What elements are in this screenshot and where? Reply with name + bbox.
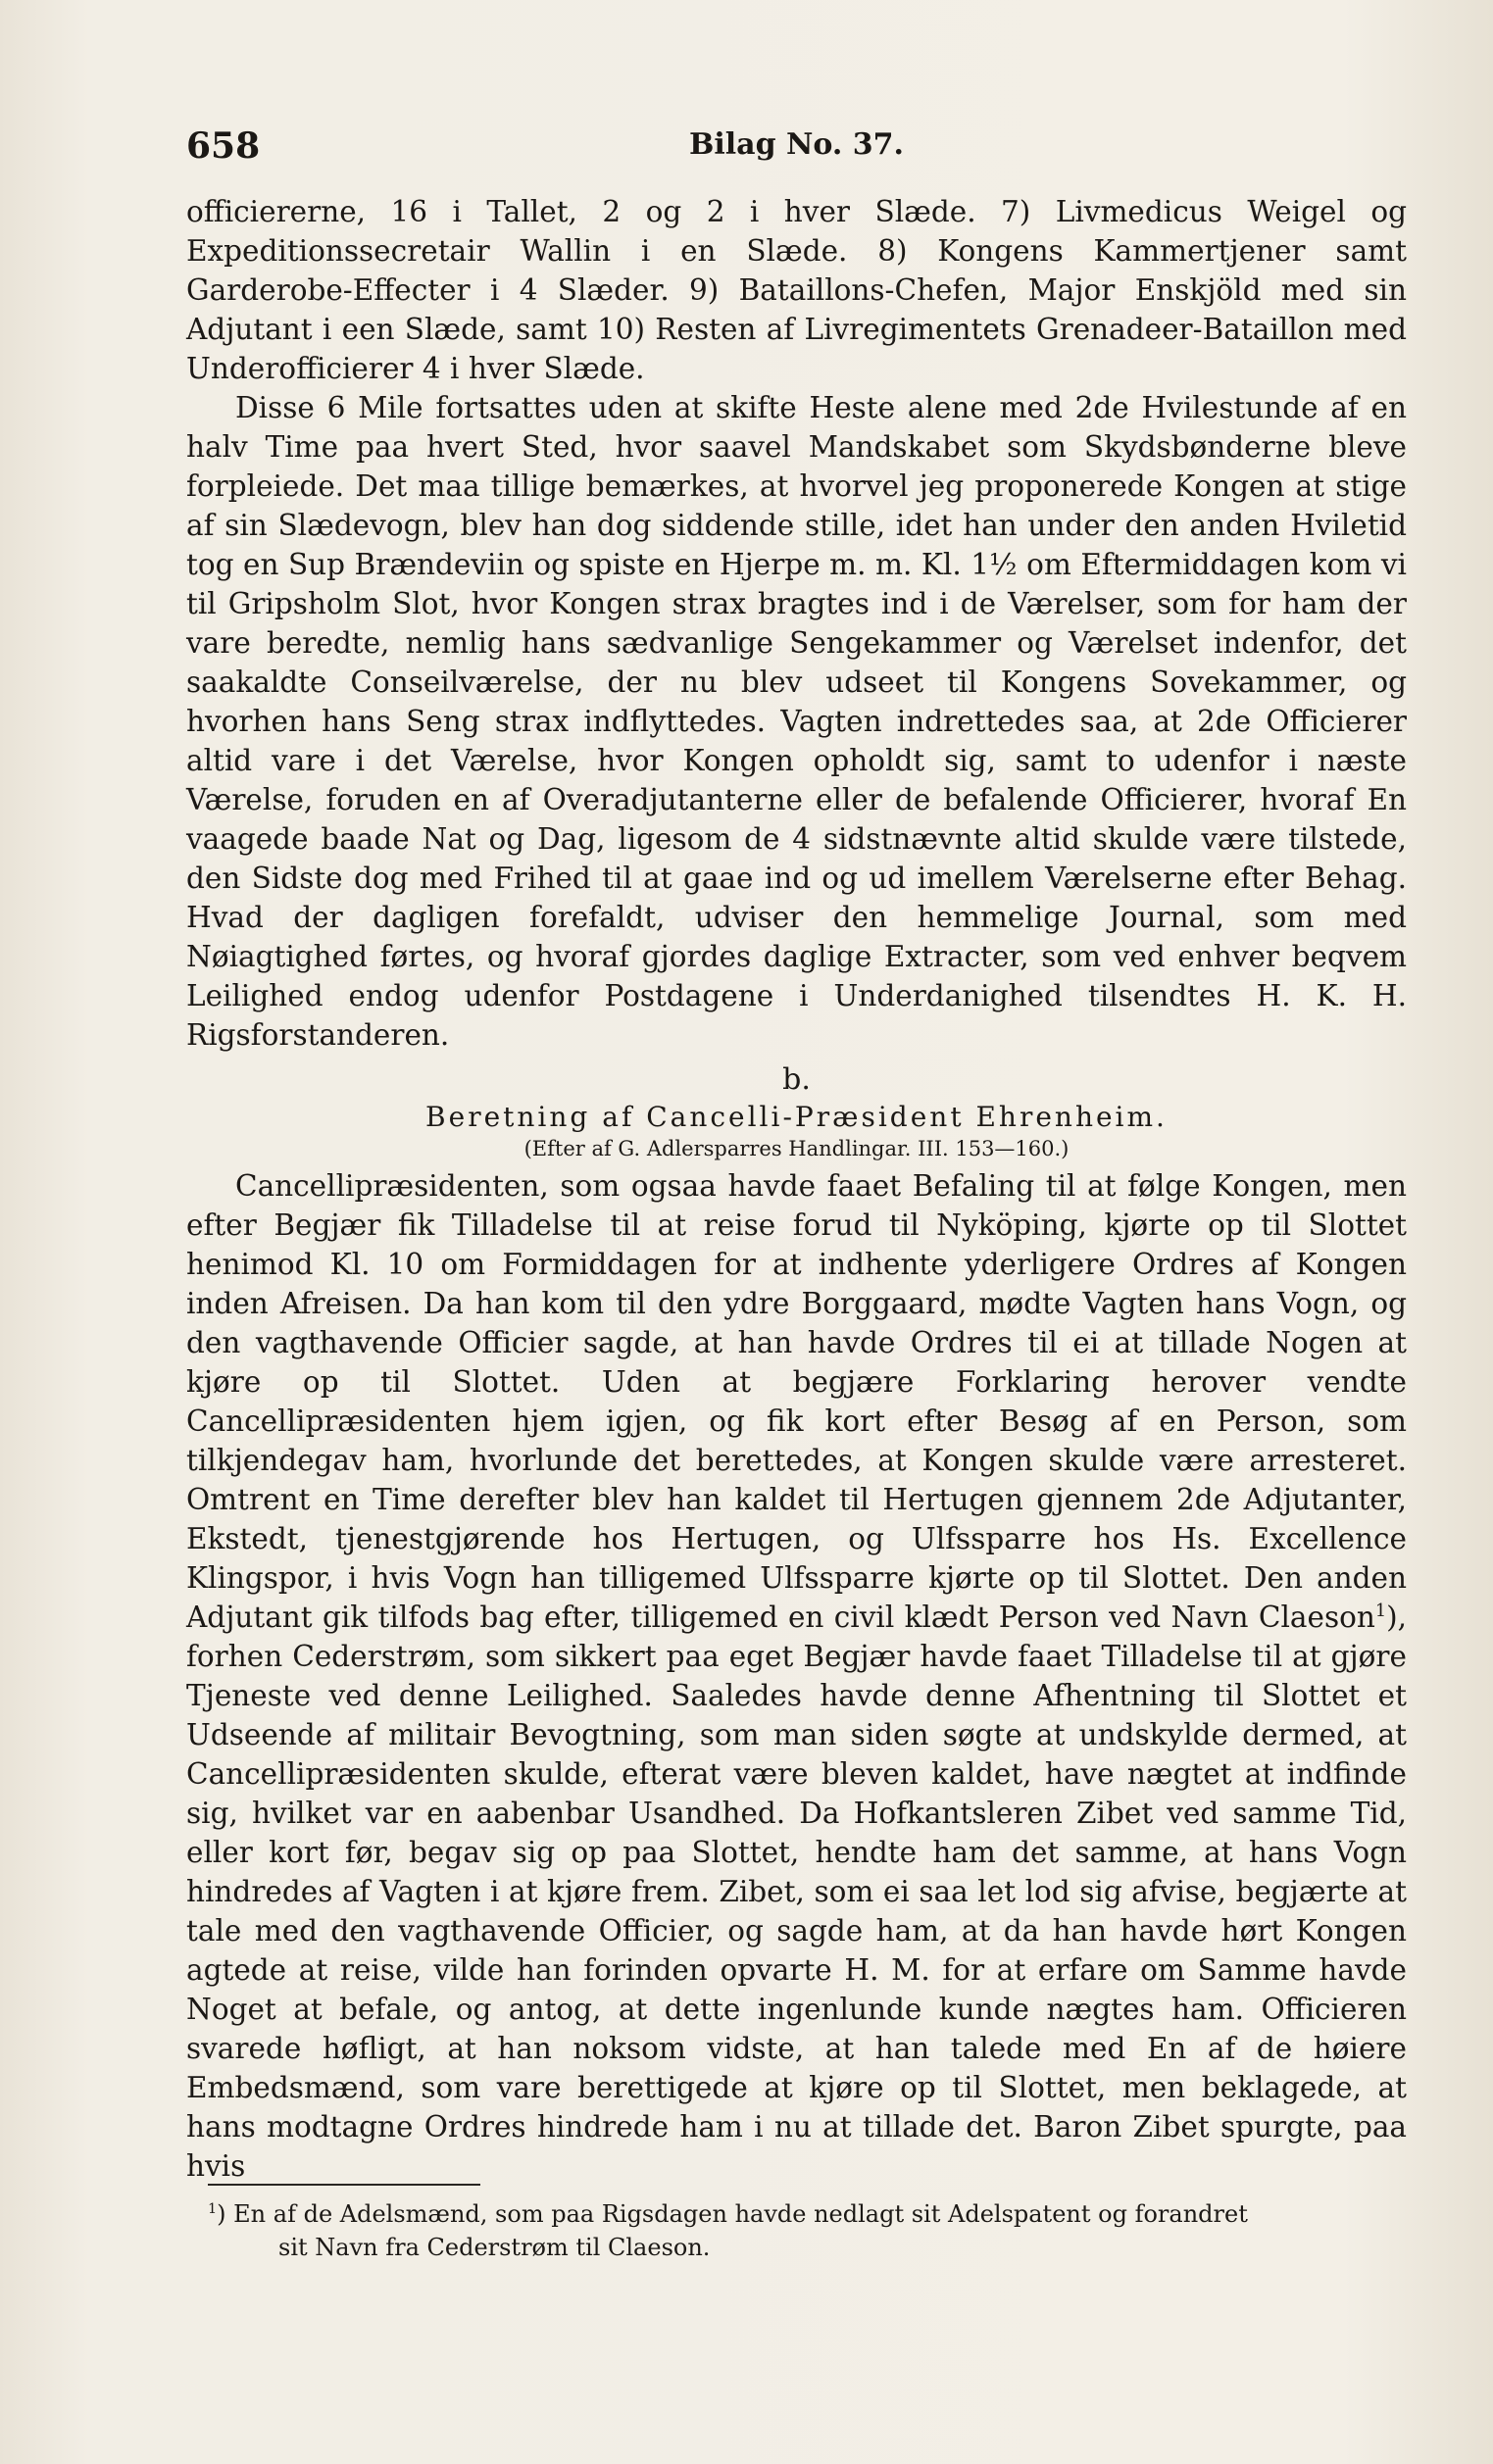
running-head bbox=[186, 125, 1407, 174]
footnote-text-1: ) En af de Adelsmænd, som paa Rigsdagen havde nedlagt sit Adelspatent og forandret bbox=[217, 2200, 1248, 2228]
section-title: Beretning af Cancelli-Præsident Ehrenheim. bbox=[425, 1101, 1168, 1133]
section-letter: b. bbox=[782, 1062, 811, 1097]
header-title: Bilag No. 37. bbox=[689, 127, 904, 162]
paragraph-ehrenheim bbox=[186, 1166, 1407, 2186]
section-source: (Efter af G. Adlersparres Handlingar. III. 153—160.) bbox=[523, 1137, 1070, 1160]
footnote-divider bbox=[208, 2184, 480, 2186]
footnote-reference: 1 bbox=[1374, 1602, 1387, 1622]
footnote-line-2: sit Navn fra Cederstrøm til Claeson. bbox=[278, 2234, 711, 2261]
paragraph-journey: Disse 6 Mile fortsattes uden at skifte Heste alene med 2de Hvilestunde af en halv Time paa hvert Sted, hvor saavel Mandskabet som Skydsbønderne bleve forpleiede. Det maa tillige bemærkes, at hvorvel jeg proponerede Kongen at stige af sin Slædevogn, blev han dog siddende stille, idet han under den anden Hviletid tog en Sup Brændeviin og spiste en Hjerpe m. m. Kl. 1½ om Eftermiddagen kom vi til Gripsholm Slot, hvor Kongen strax bragtes ind i de Værelser, som for ham der vare beredte, nemlig hans sædvanlige Sengekammer og Værelset indenfor, det saakaldte Conseilværelse, der nu blev udseet til Kongens Sovekammer, og hvorhen hans Seng strax indflyttedes. Vagten indrettedes saa, at 2de Officierer altid vare i det Værelse, hvor Kongen opholdt sig, samt to udenfor i næste Værelse, foruden en af Overadjutanterne eller de befalende Officierer, hvoraf En vaagede baade Nat og Dag, ligesom de 4 sidstnævnte altid skulde være tilstede, den Sidste dog med Frihed til at gaae ind og ud imellem Værelserne efter Behag. Hvad der dagligen forefaldt, udviser den hemmelige Journal, som med Nøiagtighed førtes, og hvoraf gjordes daglige Extracter, som ved enhver beqvem Leilighed endog udenfor Postdagene i Underdanighed tilsendtes H. K. H. Rigsforstanderen. bbox=[186, 391, 1407, 1052]
paragraph-ehrenheim-part2: ), forhen Cederstrøm, som sikkert paa eget Begjær havde faaet Tilladelse til at gjøre Tjeneste ved denne Leilighed. Saaledes havde denne Afhentning til Slottet et Udseende af militair Bevogtning, som man siden søgte at undskylde dermed, at Cancellipræsidenten skulde, efterat være bleven kaldet, have nægtet at indfinde sig, hvilket var en aabenbar Usandhed. Da Hofkantsleren Zibet ved samme Tid, eller kort før, begav sig op paa Slottet, hendte ham det samme, at hans Vogn hindredes af Vagten i at kjøre frem. Zibet, som ei saa let lod sig afvise, begjærte at tale med den vagthavende Officier, og sagde ham, at da han havde hørt Kongen agtede at reise, vilde han forinden opvarte H. M. for at erfare om Samme havde Noget at befale, og antog, at dette ingenlunde kunde nægtes ham. Officieren svarede høfligt, at han noksom vidste, at han talede med En af de høiere Embedsmænd, som vare berettigede at kjøre op til Slottet, men beklagede, at hans modtagne Ordres hindrede ham i nu at tillade det. Baron Zibet spurgte, paa hvis bbox=[186, 1601, 1407, 2183]
footnote bbox=[208, 2197, 1407, 2264]
paragraph-ehrenheim-part1: Cancellipræsidenten, som ogsaa havde faaet Befaling til at følge Kongen, men efter Begjær fik Tilladelse til at reise forud til Nyköping, kjørte op til Slottet henimod Kl. 10 om Formiddagen for at indhente yderligere Ordres af Kongen inden Afreisen. Da han kom til den ydre Borggaard, mødte Vagten hans Vogn, og den vagthavende Officier sagde, at han havde Ordres til ei at tillade Nogen at kjøre op til Slottet. Uden at begjære Forklaring herover vendte Cancellipræsidenten hjem igjen, og fik kort efter Besøg af en Person, som tilkjendegav ham, hvorlunde det berettedes, at Kongen skulde være arresteret. Omtrent en Time derefter blev han kaldet til Hertugen gjennem 2de Adjutanter, Ekstedt, tjenestgjørende hos Hertugen, og Ulfssparre hos Hs. Excellence Klingspor, i hvis Vogn han tilligemed Ulfssparre kjørte op til Slottet. Den anden Adjutant gik tilfods bag efter, tilligemed en civil klædt Person ved Navn Claeson bbox=[186, 1169, 1407, 1634]
body-text bbox=[186, 192, 1407, 2186]
footnote-marker: 1 bbox=[208, 2201, 218, 2217]
paragraph-continuation: officiererne, 16 i Tallet, 2 og 2 i hver Slæde. 7) Livmedicus Weigel og Expeditionssecretair Wallin i en Slæde. 8) Kongens Kammertjener samt Garderobe-Effecter i 4 Slæder. 9) Bataillons-Chefen, Major Enskjöld med sin Adjutant i een Slæde, samt 10) Resten af Livregimentets Grenadeer-Bataillon med Underofficierer 4 i hver Slæde. bbox=[186, 195, 1407, 385]
footnote-line-1 bbox=[208, 2197, 1407, 2231]
page-number: 658 bbox=[186, 125, 261, 167]
